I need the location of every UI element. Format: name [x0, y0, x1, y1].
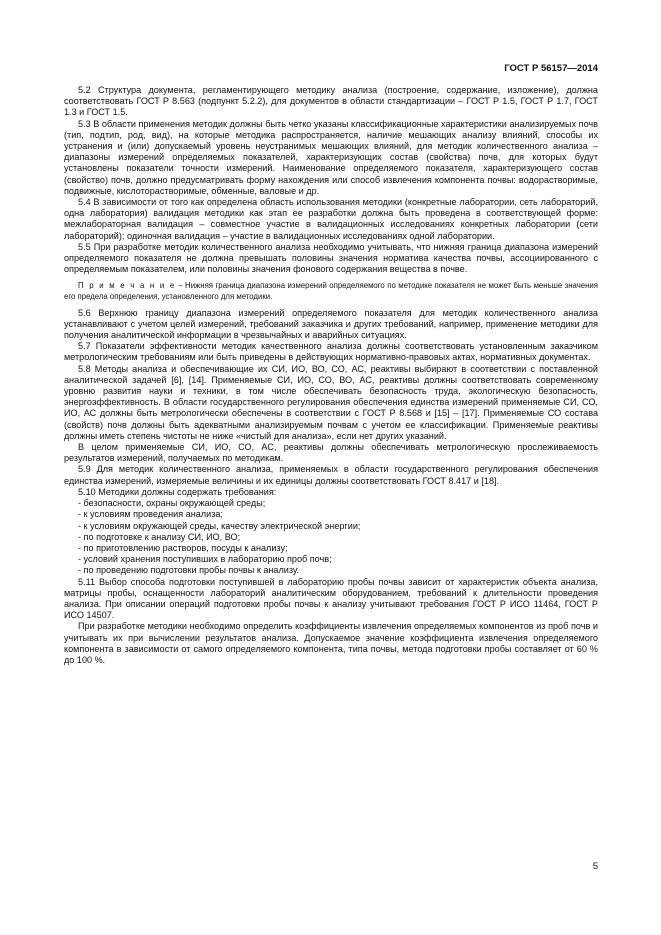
paragraph-5-7: 5.7 Показатели эффективности методик качественного анализа должны соответствовать установленным заказчиком метрологическим требованиям или быть приведены в действующих нормативно-правовых актах, нормативных документах. — [64, 341, 598, 363]
paragraph-5-11: 5.11 Выбор способа подготовки поступившей в лабораторию пробы почвы зависит от характеристик объекта анализа, матрицы пробы, оснащенности лабораторий аналитическим оборудованием, требований к длительности проведения анализа. При описании операций подготовки пробы почвы к анализу учитывают требования ГОСТ Р ИСО 11464, ГОСТ Р ИСО 14507. — [64, 576, 598, 621]
paragraph-5-8: 5.8 Методы анализа и обеспечивающие их СИ, ИО, ВО, СО, АС, реактивы выбирают в соответствии с поставленной аналитической задачей [6], [14]. Применяемые СИ, ИО, СО, ВО, АС, реактивы должны соответствовать современному уровню развития науки и техники, в том числе обеспечивать безопасность труда, экологическую безопасность, энергоэффективность. В области государственного регулирования обеспечения единства измерений применяемые СИ, СО, ИО, АС должны быть метрологически обеспечены в соответствии с ГОСТ Р 8.568 и [15] – [17]. Применяемые СО состава (свойств) почв должны быть адекватными анализируемым почвам с учетом ее классификации. Применяемые реактивы должны иметь степень чистоты не ниже «чистый для анализа», если нет других указаний. — [64, 363, 598, 441]
note — [64, 281, 598, 302]
paragraph-5-6: 5.6 Верхнюю границу диапазона измерений определяемого показателя для методик количественного анализа устанавливают с учетом целей измерений, требований заказчика и других требований, например, применение методики для получения аналитической информации в чрезвычайных и аварийных ситуациях. — [64, 307, 598, 341]
list-item: - по проведению подготовки пробы почвы к анализу. — [78, 565, 300, 576]
note-text: – Нижняя граница диапазона измерений определяемого по методике показателя не может быть меньше значения его предела определения, установленного для методики. — [64, 281, 598, 302]
page-body — [64, 85, 598, 666]
list-item: - условий хранения поступивших в лабораторию проб почв; — [78, 554, 332, 565]
paragraph-5-11-cont: При разработке методики необходимо определить коэффициенты извлечения определяемых компонентов из проб почв и учитывать их при вычислении результатов анализа. Допускаемое значение коэффициента извлечения определяемого компонента в зависимости от самого определяемого компонента, типа почвы, метода подготовки пробы составляет от 60 % до 100 %. — [64, 621, 598, 665]
paragraph-5-4: 5.4 В зависимости от того как определена область использования методики (конкретные лаборатории, сеть лабораторий, одна лаборатория) валидация методики как этап ее разработки должна быть проведена в соответствующей форме: межлабораторная валидация – совместное участие в валидационных исследованиях конкретных лаборатории (сети лабораторий); одиночная валидация – участие в валидационных исследованиях одной лаборатории. — [64, 197, 598, 241]
paragraph-5-9: 5.9 Для методик количественного анализа, применяемых в области государственного регулирования обеспечения единства измерений, измеряемые величины и их единицы должны соответствовать ГОСТ 8.417 и [18]. — [64, 464, 598, 486]
list-item: - по приготовлению растворов, посуды к анализу; — [78, 542, 288, 553]
paragraph-5-5: 5.5 При разработке методик количественного анализа необходимо учитывать, что нижняя граница диапазона измерений определяемого показателя не должна превышать половины значения норматива качества почвы, ассоциированного с определяемым показателем, или половины значения фонового содержания вещества в почве. — [64, 241, 598, 275]
paragraph-5-2: 5.2 Структура документа, регламентирующего методику анализа (построение, содержание, изложение), должна соответствовать ГОСТ Р 8.563 (подпункт 5.2.2), для документов в области стандартизации – ГОСТ Р 1.5, ГОСТ Р 1.7, ГОСТ 1.3 и ГОСТ 1.5. — [64, 85, 598, 118]
document-header: ГОСТ Р 56157—2014 — [504, 63, 598, 74]
list-item: - к условиям окружающей среды, качеству электрической энергии; — [78, 520, 361, 531]
list-item: - к условиям проведения анализа; — [78, 509, 223, 520]
list-item: - по подготовке к анализу СИ, ИО, ВО; — [78, 531, 241, 542]
paragraph-5-8-cont: В целом применяемые СИ, ИО, СО, АС, реактивы должны обеспечивать метрологическую прослеживаемость результатов измерений, получаемых по методикам. — [64, 442, 598, 464]
paragraph-5-3: 5.3 В области применения методик должны быть четко указаны классификационные характеристики анализируемых почв (тип, подтип, род, вид), на которые методика распространяется, наличие мешающих анализу влияний, способы их устранения и (или) допускаемый уровень неустранимых мешающих влияний, для методик количественного анализа – диапазоны измерений определяемых показателей, характеризующих состав (свойства) почв, для которых будут установлены показатели точности измерений. Наименование определяемого показателя, характеризующего состав (свойство) почв, должно предусматривать форму нахождения или способ извлечения компонента почвы: водорастворимые, подвижные, кислоторастворимые, обменные, валовые и др. — [64, 118, 598, 196]
paragraph-5-10: 5.10 Методики должны содержать требования: — [78, 486, 277, 497]
list-item: - безопасности, охраны окружающей среды; — [78, 498, 266, 509]
page-number: 5 — [592, 861, 598, 872]
note-label: П р и м е ч а н и е — [78, 281, 176, 291]
